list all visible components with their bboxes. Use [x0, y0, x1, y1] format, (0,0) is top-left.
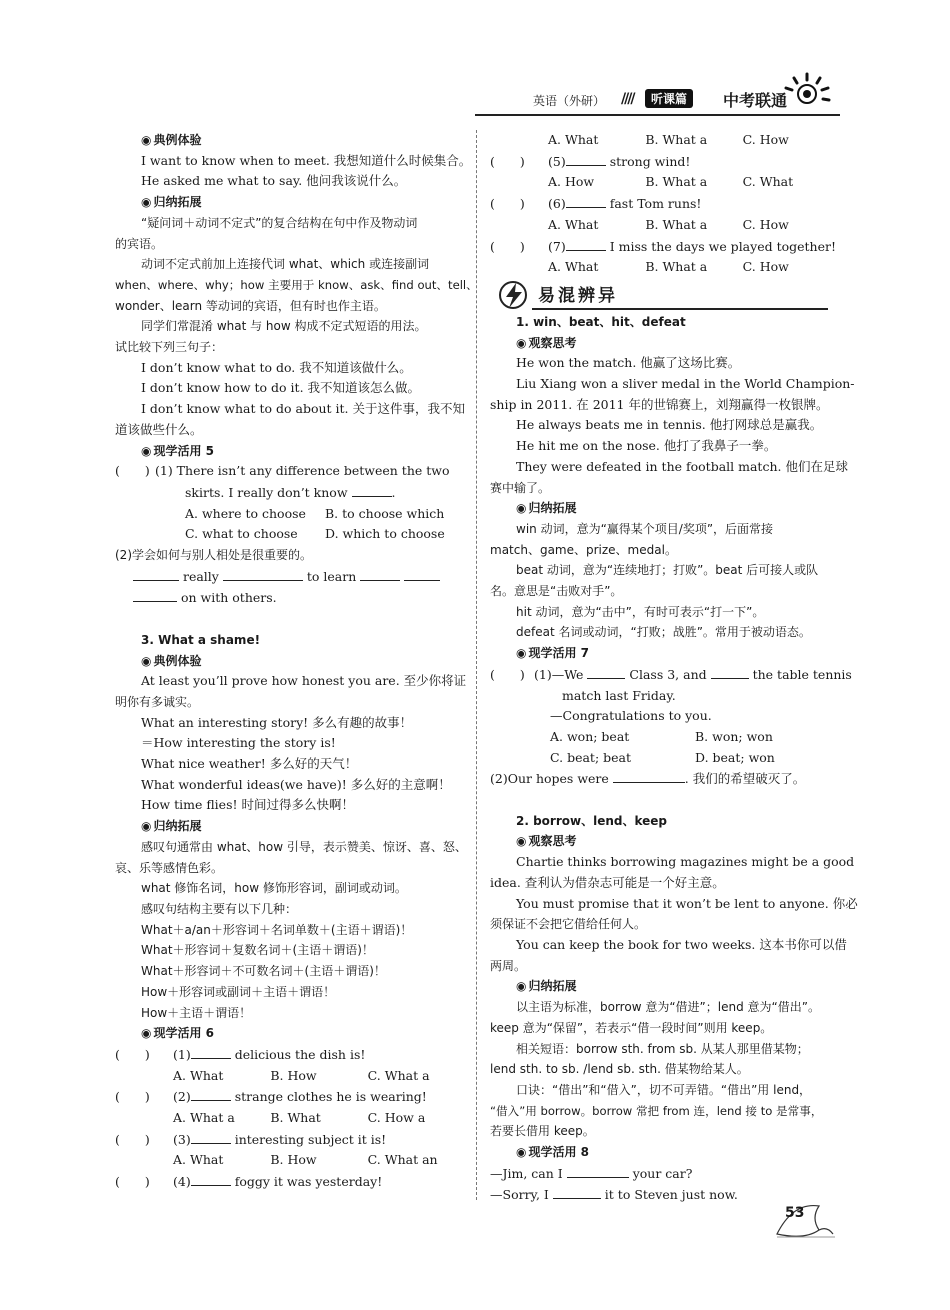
structure-line: What＋a/an＋形容词＋名词单数＋(主语＋谓语)！ [141, 922, 413, 937]
answer-paren[interactable]: ( ) [115, 1131, 150, 1147]
option[interactable]: B. What a [645, 259, 708, 275]
question-6-6 [490, 193, 840, 215]
question-5-2: (2)学会如何与别人相处是很重要的。 [115, 548, 312, 563]
header-tag: 听课篇 [645, 89, 693, 108]
option[interactable]: B. What a [645, 174, 708, 190]
question-number: (2) [173, 1089, 191, 1105]
option[interactable]: B. What a [645, 132, 708, 147]
question-text: skirts. I really don’t know [185, 484, 348, 500]
text-line: 口诀：“借出”和“借入”，切不可弄错。“借出”用 lend， [516, 1082, 812, 1097]
page-number-badge [775, 1200, 835, 1240]
example-line: Chartie thinks borrowing magazines might be a good [516, 854, 855, 870]
option[interactable]: A. What [173, 1152, 224, 1168]
section-title: 易混辨异 [538, 285, 618, 306]
text-line: 同学们常混淆 what 与 how 构成不定式短语的用法。 [141, 319, 427, 334]
subheading: ◉ 现学活用 5 [115, 441, 465, 462]
text-line: 相关短语：borrow sth. from sb. 从某人那里借某物； [516, 1041, 809, 1056]
topic-title: 2. borrow、lend、keep [516, 813, 667, 828]
header-rule [475, 114, 840, 116]
header-brand: 中考联通 [723, 91, 788, 110]
text-line: what 修饰名词，how 修饰形容词，副词或动词。 [141, 881, 407, 896]
word: to learn [306, 568, 357, 584]
question-number: (4) [173, 1174, 191, 1190]
text-line: lend sth. to sb. /lend sb. sth. 借某物给某人。 [490, 1062, 749, 1077]
question-6-3 [115, 1129, 465, 1151]
question-end: . [391, 484, 396, 500]
option[interactable]: C. What [742, 174, 794, 190]
left-column [115, 130, 478, 1193]
options-row [115, 1108, 465, 1129]
text-line: 的宾语。 [115, 236, 164, 251]
option[interactable]: A. How [548, 174, 595, 190]
question-6-4 [115, 1171, 465, 1193]
question-number: (3) [173, 1131, 191, 1147]
question-text: —Congratulations to you. [550, 708, 712, 724]
question-text: interesting subject it is! [234, 1131, 387, 1147]
options-row [115, 524, 465, 545]
example-line: He won the match. 他赢了这场比赛。 [516, 355, 741, 371]
answer-paren[interactable]: ( ) [490, 153, 525, 169]
question-number: (1) [173, 1046, 191, 1062]
option[interactable]: A. where to choose [185, 505, 306, 521]
example-line: 明你有多诚实。 [115, 694, 200, 709]
option[interactable]: C. What an [367, 1152, 438, 1168]
question-6-7 [490, 236, 840, 258]
text-line: 以主语为标准，borrow 意为“借进”；lend 意为“借出”。 [516, 1000, 820, 1015]
header-subject: 英语（外研） [533, 94, 606, 108]
subheading: ◉ 观察思考 [490, 333, 840, 354]
options-row [490, 257, 840, 278]
option[interactable]: B. What a [645, 216, 708, 232]
example-line: ＝How interesting the story is! [141, 735, 336, 751]
text-line: keep 意为“保留”，若表示“借一段时间”则用 keep。 [490, 1020, 773, 1035]
subheading: ◉ 归纳拓展 [490, 498, 840, 519]
subheading: ◉ 观察思考 [490, 831, 840, 852]
options-row [490, 727, 840, 748]
question-text: I miss the days we played together! [609, 238, 836, 254]
answer-blank[interactable] [711, 664, 749, 679]
text-line: beat 动词，意为“连续地打；打败”。beat 后可接人或队 [516, 563, 819, 578]
question-number: (6) [548, 196, 566, 212]
dialogue-line [490, 1163, 840, 1185]
option[interactable]: B. to choose which [325, 505, 445, 521]
option[interactable]: A. What [548, 216, 599, 232]
answer-blank[interactable] [567, 1163, 629, 1178]
option[interactable]: B. How [270, 1152, 317, 1168]
example-line: You must promise that it won’t be lent to anyone. 你必 [516, 895, 858, 911]
option[interactable]: C. what to choose [185, 526, 298, 542]
answer-blank[interactable] [360, 566, 400, 581]
sun-logo-icon [780, 72, 838, 116]
options-row [490, 172, 840, 193]
right-column [490, 130, 858, 1206]
answer-blank[interactable] [191, 1086, 231, 1101]
text-line: 名。意思是“击败对手”。 [490, 584, 623, 599]
dialogue-text: it to Steven just now. [604, 1187, 738, 1203]
answer-blank[interactable] [191, 1171, 231, 1186]
answer-blank[interactable] [566, 151, 606, 166]
text-line: win 动词，意为“赢得某个项目/奖项”，后面常接 [516, 521, 774, 536]
option[interactable]: C. beat; beat [550, 749, 631, 765]
answer-blank[interactable] [404, 566, 440, 581]
word: really [182, 568, 219, 584]
dialogue-text: —Sorry, I [490, 1187, 549, 1203]
option[interactable]: C. How [742, 259, 789, 275]
option[interactable]: D. beat; won [695, 749, 775, 765]
question-text: (1)—We [534, 666, 584, 682]
translation-line [115, 566, 465, 588]
options-row [490, 215, 840, 236]
answer-paren[interactable]: ( ) [115, 1089, 150, 1105]
dialogue-text: your car? [632, 1165, 693, 1181]
question-6-5 [490, 151, 840, 173]
option[interactable]: C. How a [367, 1110, 426, 1126]
option[interactable]: D. which to choose [325, 526, 445, 542]
answer-blank[interactable] [352, 482, 392, 497]
example-line: idea. 查利认为借杂志可能是一个好主意。 [490, 874, 725, 890]
example-line: What wonderful ideas(we have)! 多么好的主意啊！ [141, 776, 451, 792]
answer-blank[interactable] [613, 768, 685, 783]
page-header [475, 72, 840, 122]
option[interactable]: A. won; beat [550, 728, 630, 744]
example-line: I want to know when to meet. 我想知道什么时候集合。 [141, 152, 472, 168]
text-line: defeat 名词或动词，“打败；战胜”。常用于被动语态。 [516, 625, 811, 640]
example-line: What an interesting story! 多么有趣的故事！ [141, 714, 413, 730]
text-line: match、game、prize、medal。 [490, 542, 677, 557]
header-slashes: //// [621, 91, 634, 107]
answer-blank[interactable] [191, 1129, 231, 1144]
page-number: 53 [785, 1205, 805, 1221]
text-line: when、where、why；how 主要用于 know、ask、find out、tell、 [115, 277, 478, 292]
option[interactable]: C. How [742, 132, 789, 147]
text-line: 哀、乐等感情色彩。 [115, 860, 224, 875]
answer-blank[interactable] [133, 566, 179, 581]
text-line: 试比较下列三句子： [115, 340, 224, 355]
translation-line [115, 587, 465, 609]
subheading: ◉ 归纳拓展 [490, 976, 840, 997]
word: on with others. [180, 590, 277, 606]
answer-blank[interactable] [191, 1044, 231, 1059]
question-5-1 [115, 461, 465, 482]
text-line: hit 动词，意为“击中”，有时可表示“打一下”。 [516, 604, 765, 619]
question-number: (7) [548, 238, 566, 254]
example-line: They were defeated in the football match. 他们在足球 [516, 458, 848, 474]
structure-line: How＋形容词或副词＋主语＋谓语！ [141, 984, 336, 999]
answer-paren[interactable]: ( ) [490, 238, 525, 254]
example-line: 须保证不会把它借给任何人。 [490, 917, 647, 932]
text-line: “疑问词＋动词不定式”的复合结构在句中作及物动词 [141, 215, 418, 230]
compare-line: I don’t know how to do it. 我不知道该怎么做。 [141, 380, 421, 396]
question-text: (2)Our hopes were [490, 771, 609, 787]
answer-blank[interactable] [566, 193, 606, 208]
option[interactable]: B. How [270, 1067, 317, 1083]
option[interactable]: A. What [548, 259, 599, 275]
option[interactable]: B. won; won [695, 728, 773, 744]
example-line: He always beats me in tennis. 他打网球总是赢我。 [516, 417, 823, 433]
example-line: 两周。 [490, 958, 527, 973]
question-text: (1) There isn’t any difference between the two [155, 463, 450, 479]
question-6-2 [115, 1086, 465, 1108]
question-text: match last Friday. [562, 687, 676, 703]
option[interactable]: A. What [173, 1067, 224, 1083]
subheading: ◉ 归纳拓展 [115, 816, 465, 837]
example-line: ship in 2011. 在 2011 年的世锦赛上，刘翔赢得一枚银牌。 [490, 396, 829, 412]
compare-line: 道该做些什么。 [115, 421, 203, 437]
answer-paren[interactable]: ( ) [490, 196, 525, 212]
options-row [490, 130, 840, 151]
topic-title: 1. win、beat、hit、defeat [516, 314, 686, 329]
example-line: What nice weather! 多么好的天气！ [141, 756, 358, 772]
example-line: 赛中输了。 [490, 480, 551, 495]
answer-blank[interactable] [223, 566, 303, 581]
answer-paren[interactable]: ( ) [115, 463, 150, 479]
subheading: ◉ 归纳拓展 [115, 192, 465, 213]
subheading: ◉ 现学活用 8 [490, 1142, 840, 1163]
option[interactable]: C. What a [367, 1067, 430, 1083]
option[interactable]: A. What a [173, 1110, 235, 1126]
text-line: “借入”用 borrow。borrow 常把 from 连，lend 接 to 是常事， [490, 1103, 823, 1118]
example-line: Liu Xiang won a sliver medal in the World Champion- [516, 376, 855, 392]
answer-blank[interactable] [553, 1184, 601, 1199]
section-title: 3. What a shame! [141, 632, 261, 647]
section-banner [498, 280, 840, 312]
subheading: ◉ 典例体验 [115, 130, 465, 151]
text-line: wonder、learn 等动词的宾语，但有时也作主语。 [115, 298, 386, 313]
example-line: At least you’ll prove how honest you are. 至少你将证 [141, 673, 467, 689]
section-rule [532, 308, 828, 310]
answer-paren[interactable]: ( ) [115, 1046, 150, 1062]
question-7-1 [490, 664, 852, 686]
subheading: ◉ 典例体验 [115, 651, 465, 672]
answer-blank[interactable] [566, 236, 606, 251]
option[interactable]: C. How [742, 216, 789, 232]
answer-blank[interactable] [133, 587, 177, 602]
options-row [115, 504, 465, 525]
text-line: 若要长借用 keep。 [490, 1124, 595, 1139]
text-line: 感叹句通常由 what、how 引导，表示赞美、惊讶、喜、怒、 [141, 839, 467, 854]
compare-line: I don’t know what to do. 我不知道该做什么。 [141, 359, 412, 375]
subheading: ◉ 现学活用 7 [490, 643, 840, 664]
structure-line: What＋形容词＋不可数名词＋(主语＋谓语)！ [141, 964, 386, 979]
dialogue-text: —Jim, can I [490, 1165, 563, 1181]
option[interactable]: B. What [270, 1110, 321, 1126]
options-row [490, 748, 840, 769]
answer-paren[interactable]: ( ) [115, 1174, 150, 1190]
options-row [115, 1150, 465, 1171]
question-text: the table tennis [752, 666, 852, 682]
example-line: How time flies! 时间过得多么快啊！ [141, 797, 354, 813]
question-text: strong wind! [609, 153, 691, 169]
lightning-badge-icon [498, 280, 532, 310]
example-line: He hit me on the nose. 他打了我鼻子一拳。 [516, 438, 777, 454]
options-row [115, 1066, 465, 1087]
text-line: 动词不定式前加上连接代词 what、which 或连接副词 [141, 257, 430, 272]
question-text: . 我们的希望破灭了。 [684, 771, 806, 787]
question-number: (5) [548, 153, 566, 169]
compare-line: I don’t know what to do about it. 关于这件事，我不知 [141, 401, 465, 417]
example-line: You can keep the book for two weeks. 这本书你可以借 [516, 937, 847, 952]
example-line: He asked me what to say. 他问我该说什么。 [141, 173, 407, 189]
subheading: ◉ 现学活用 6 [115, 1023, 465, 1044]
question-6-1 [115, 1044, 465, 1066]
answer-blank[interactable] [587, 664, 625, 679]
question-text: Class 3, and [629, 666, 707, 682]
question-text: strange clothes he is wearing! [234, 1089, 427, 1105]
question-text: foggy it was yesterday! [234, 1174, 383, 1190]
question-text: fast Tom runs! [609, 196, 702, 212]
structure-line: How＋主语＋谓语！ [141, 1005, 252, 1020]
question-7-2 [490, 768, 840, 790]
answer-paren[interactable]: ( ) [490, 666, 525, 682]
question-text: delicious the dish is! [234, 1046, 366, 1062]
question-5-1-cont [115, 482, 465, 504]
structure-line: What＋形容词＋复数名词＋(主语＋谓语)！ [141, 943, 374, 958]
option[interactable]: A. What [548, 132, 599, 147]
text-line: 感叹句结构主要有以下几种： [141, 902, 298, 916]
